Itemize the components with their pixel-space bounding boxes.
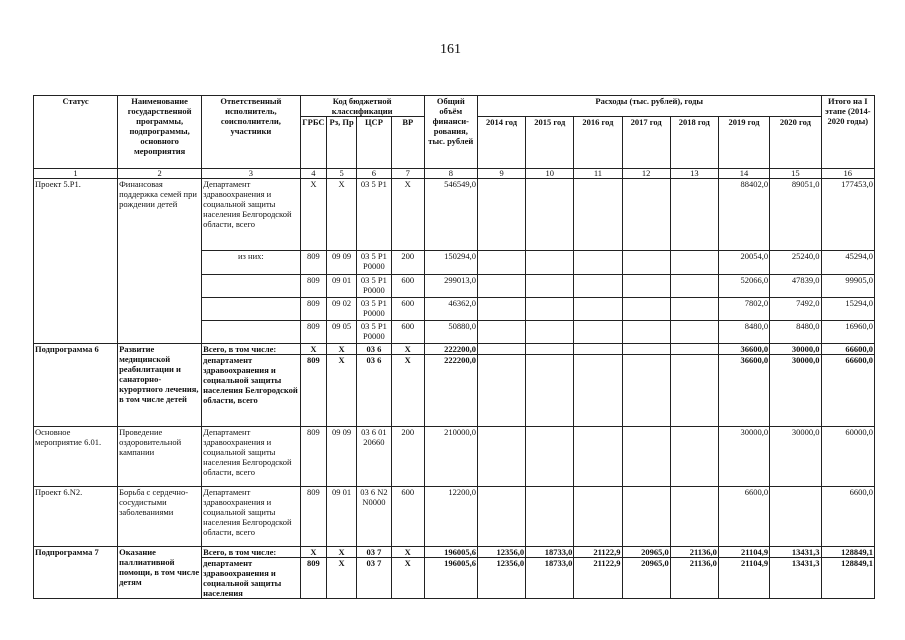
header-rzpr: Рз, Пр bbox=[327, 117, 357, 169]
column-number: 5 bbox=[327, 169, 357, 179]
cell-year-value bbox=[622, 427, 670, 487]
cell-responsible bbox=[202, 321, 300, 344]
cell-year-value: 7802,0 bbox=[718, 298, 769, 321]
cell-grbs: Х bbox=[300, 344, 327, 355]
header-year: 2016 год bbox=[574, 117, 622, 169]
header-year: 2014 год bbox=[477, 117, 525, 169]
cell-year-value: 12356,0 bbox=[477, 558, 525, 599]
cell-year-value bbox=[670, 344, 718, 355]
cell-status: Подпрограмма 7 bbox=[34, 547, 118, 599]
column-number: 6 bbox=[356, 169, 391, 179]
cell-responsible: Департамент здравоохранения и социальной защиты населения Белгородской области, всего bbox=[202, 179, 300, 251]
column-number: 14 bbox=[718, 169, 769, 179]
cell-responsible: департамент здравоохранения и социальной защиты населения bbox=[202, 558, 300, 599]
header-itogo: Итого на I этапе (2014-2020 годы) bbox=[821, 96, 874, 169]
column-number-row bbox=[34, 169, 875, 179]
cell-year-value bbox=[526, 321, 574, 344]
cell-vr: 600 bbox=[391, 298, 424, 321]
cell-year-value: 36600,0 bbox=[718, 355, 769, 427]
header-year: 2018 год bbox=[670, 117, 718, 169]
cell-year-value: 30000,0 bbox=[770, 427, 821, 487]
cell-status: Проект 6.N2. bbox=[34, 487, 118, 547]
cell-total: 222200,0 bbox=[424, 344, 477, 355]
cell-csr: 03 5 Р1 Р0000 bbox=[356, 251, 391, 275]
cell-year-value: 88402,0 bbox=[718, 179, 769, 251]
cell-total: 299013,0 bbox=[424, 275, 477, 298]
cell-total: 196005,6 bbox=[424, 547, 477, 558]
cell-responsible bbox=[202, 275, 300, 298]
cell-itogo: 177453,0 bbox=[821, 179, 874, 251]
column-number: 4 bbox=[300, 169, 327, 179]
cell-responsible bbox=[202, 298, 300, 321]
cell-vr: 200 bbox=[391, 251, 424, 275]
cell-year-value: 20054,0 bbox=[718, 251, 769, 275]
cell-year-value bbox=[477, 251, 525, 275]
cell-year-value: 20965,0 bbox=[622, 558, 670, 599]
cell-itogo: 15294,0 bbox=[821, 298, 874, 321]
cell-year-value: 36600,0 bbox=[718, 344, 769, 355]
cell-year-value bbox=[574, 321, 622, 344]
column-number: 7 bbox=[391, 169, 424, 179]
cell-year-value bbox=[670, 355, 718, 427]
cell-year-value bbox=[477, 179, 525, 251]
cell-year-value bbox=[622, 275, 670, 298]
cell-total: 546549,0 bbox=[424, 179, 477, 251]
cell-year-value: 21104,9 bbox=[718, 558, 769, 599]
column-number: 8 bbox=[424, 169, 477, 179]
cell-year-value bbox=[770, 487, 821, 547]
cell-responsible: Всего, в том числе: bbox=[202, 344, 300, 355]
cell-rzpr: 09 02 bbox=[327, 298, 357, 321]
cell-year-value: 30000,0 bbox=[718, 427, 769, 487]
cell-total: 50880,0 bbox=[424, 321, 477, 344]
header-grbs: ГРБС bbox=[300, 117, 327, 169]
cell-year-value: 7492,0 bbox=[770, 298, 821, 321]
cell-name: Развитие медицинской реабилитации и санаторно-курортного лечения, в том числе детей bbox=[118, 344, 202, 427]
cell-year-value bbox=[670, 487, 718, 547]
cell-csr: 03 5 Р1 Р0000 bbox=[356, 321, 391, 344]
cell-year-value: 30000,0 bbox=[770, 344, 821, 355]
cell-year-value: 21104,9 bbox=[718, 547, 769, 558]
cell-year-value: 8480,0 bbox=[718, 321, 769, 344]
cell-rzpr: 09 05 bbox=[327, 321, 357, 344]
cell-vr: Х bbox=[391, 355, 424, 427]
cell-year-value bbox=[526, 251, 574, 275]
cell-csr: 03 7 bbox=[356, 558, 391, 599]
cell-year-value bbox=[574, 298, 622, 321]
cell-grbs: 809 bbox=[300, 275, 327, 298]
header-year: 2019 год bbox=[718, 117, 769, 169]
column-number: 9 bbox=[477, 169, 525, 179]
column-number: 12 bbox=[622, 169, 670, 179]
cell-name: Проведение оздоровительной кампании bbox=[118, 427, 202, 487]
cell-year-value bbox=[574, 355, 622, 427]
cell-rzpr: 09 01 bbox=[327, 487, 357, 547]
header-year: 2017 год bbox=[622, 117, 670, 169]
cell-vr: Х bbox=[391, 547, 424, 558]
cell-year-value: 21136,0 bbox=[670, 558, 718, 599]
cell-year-value: 52066,0 bbox=[718, 275, 769, 298]
cell-year-value: 12356,0 bbox=[477, 547, 525, 558]
cell-vr: Х bbox=[391, 558, 424, 599]
cell-year-value: 18733,0 bbox=[526, 558, 574, 599]
cell-total: 210000,0 bbox=[424, 427, 477, 487]
cell-total: 12200,0 bbox=[424, 487, 477, 547]
budget-table bbox=[33, 95, 875, 599]
cell-year-value: 21136,0 bbox=[670, 547, 718, 558]
cell-vr: Х bbox=[391, 344, 424, 355]
cell-year-value bbox=[670, 275, 718, 298]
cell-rzpr: Х bbox=[327, 355, 357, 427]
cell-year-value bbox=[622, 321, 670, 344]
cell-vr: 600 bbox=[391, 275, 424, 298]
cell-itogo: 16960,0 bbox=[821, 321, 874, 344]
cell-year-value bbox=[477, 298, 525, 321]
cell-csr: 03 6 N2 N0000 bbox=[356, 487, 391, 547]
cell-year-value bbox=[670, 251, 718, 275]
cell-year-value: 47839,0 bbox=[770, 275, 821, 298]
table-row bbox=[34, 547, 875, 558]
cell-csr: 03 5 Р1 Р0000 bbox=[356, 298, 391, 321]
cell-itogo: 45294,0 bbox=[821, 251, 874, 275]
cell-year-value: 25240,0 bbox=[770, 251, 821, 275]
column-number: 10 bbox=[526, 169, 574, 179]
cell-itogo: 66600,0 bbox=[821, 344, 874, 355]
cell-year-value bbox=[526, 355, 574, 427]
cell-grbs: 809 bbox=[300, 298, 327, 321]
cell-rzpr: Х bbox=[327, 558, 357, 599]
cell-year-value bbox=[622, 487, 670, 547]
cell-year-value bbox=[477, 487, 525, 547]
column-number: 16 bbox=[821, 169, 874, 179]
cell-year-value bbox=[622, 179, 670, 251]
cell-vr: 600 bbox=[391, 321, 424, 344]
table-row bbox=[34, 427, 875, 487]
header-responsible: Ответственный исполнитель, соисполнители, участники bbox=[202, 96, 300, 169]
cell-responsible: Всего, в том числе: bbox=[202, 547, 300, 558]
table-row bbox=[34, 179, 875, 251]
cell-year-value bbox=[574, 251, 622, 275]
cell-year-value bbox=[526, 344, 574, 355]
cell-year-value bbox=[477, 427, 525, 487]
cell-year-value bbox=[622, 344, 670, 355]
cell-vr: 200 bbox=[391, 427, 424, 487]
cell-rzpr: Х bbox=[327, 344, 357, 355]
cell-year-value bbox=[622, 298, 670, 321]
cell-grbs: 809 bbox=[300, 355, 327, 427]
header-year: 2020 год bbox=[770, 117, 821, 169]
cell-responsible: из них: bbox=[202, 251, 300, 275]
cell-itogo: 6600,0 bbox=[821, 487, 874, 547]
table-row bbox=[34, 344, 875, 355]
cell-rzpr: 09 09 bbox=[327, 251, 357, 275]
cell-status: Подпрограмма 6 bbox=[34, 344, 118, 427]
cell-year-value: 13431,3 bbox=[770, 558, 821, 599]
cell-year-value bbox=[477, 355, 525, 427]
cell-responsible: Департамент здравоохранения и социальной защиты населения Белгородской области, всего bbox=[202, 427, 300, 487]
cell-name: Финансовая поддержка семей при рождении детей bbox=[118, 179, 202, 344]
cell-rzpr: 09 09 bbox=[327, 427, 357, 487]
cell-grbs: 809 bbox=[300, 558, 327, 599]
cell-year-value bbox=[622, 251, 670, 275]
cell-year-value: 8480,0 bbox=[770, 321, 821, 344]
cell-vr: 600 bbox=[391, 487, 424, 547]
cell-vr: Х bbox=[391, 179, 424, 251]
header-budget-code: Код бюджетной классификации bbox=[300, 96, 424, 117]
cell-csr: 03 6 bbox=[356, 355, 391, 427]
header-status: Статус bbox=[34, 96, 118, 169]
cell-year-value bbox=[477, 344, 525, 355]
header-expenses: Расходы (тыс. рублей), годы bbox=[477, 96, 821, 117]
cell-year-value: 18733,0 bbox=[526, 547, 574, 558]
cell-itogo: 66600,0 bbox=[821, 355, 874, 427]
header-total-volume: Общий объём финанси-рования, тыс. рублей bbox=[424, 96, 477, 169]
cell-year-value: 13431,3 bbox=[770, 547, 821, 558]
cell-rzpr: 09 01 bbox=[327, 275, 357, 298]
cell-year-value bbox=[526, 487, 574, 547]
cell-csr: 03 7 bbox=[356, 547, 391, 558]
cell-grbs: 809 bbox=[300, 321, 327, 344]
cell-year-value bbox=[622, 355, 670, 427]
cell-year-value bbox=[526, 275, 574, 298]
cell-year-value bbox=[670, 427, 718, 487]
cell-csr: 03 6 bbox=[356, 344, 391, 355]
cell-responsible: Департамент здравоохранения и социальной защиты населения Белгородской области, всего bbox=[202, 487, 300, 547]
header-year: 2015 год bbox=[526, 117, 574, 169]
column-number: 15 bbox=[770, 169, 821, 179]
cell-year-value: 30000,0 bbox=[770, 355, 821, 427]
table-row bbox=[34, 487, 875, 547]
cell-grbs: Х bbox=[300, 179, 327, 251]
cell-csr: 03 5 Р1 bbox=[356, 179, 391, 251]
cell-year-value bbox=[526, 298, 574, 321]
column-number: 13 bbox=[670, 169, 718, 179]
cell-year-value bbox=[574, 487, 622, 547]
cell-rzpr: Х bbox=[327, 179, 357, 251]
cell-year-value bbox=[526, 179, 574, 251]
cell-year-value: 21122,9 bbox=[574, 558, 622, 599]
cell-year-value bbox=[670, 179, 718, 251]
column-number: 3 bbox=[202, 169, 300, 179]
cell-rzpr: Х bbox=[327, 547, 357, 558]
cell-year-value bbox=[670, 321, 718, 344]
cell-itogo: 128849,1 bbox=[821, 558, 874, 599]
cell-total: 196005,6 bbox=[424, 558, 477, 599]
cell-year-value: 89051,0 bbox=[770, 179, 821, 251]
cell-year-value bbox=[574, 179, 622, 251]
cell-grbs: 809 bbox=[300, 251, 327, 275]
cell-year-value: 20965,0 bbox=[622, 547, 670, 558]
header-name: Наименование государственной программы, подпрограммы, основного мероприятия bbox=[118, 96, 202, 169]
cell-itogo: 128849,1 bbox=[821, 547, 874, 558]
cell-grbs: 809 bbox=[300, 427, 327, 487]
cell-year-value bbox=[574, 275, 622, 298]
cell-itogo: 99905,0 bbox=[821, 275, 874, 298]
cell-status: Основное мероприятие 6.01. bbox=[34, 427, 118, 487]
cell-year-value bbox=[526, 427, 574, 487]
cell-year-value bbox=[477, 275, 525, 298]
header-vr: ВР bbox=[391, 117, 424, 169]
cell-responsible: департамент здравоохранения и социальной защиты населения Белгородской области, всего bbox=[202, 355, 300, 427]
cell-grbs: Х bbox=[300, 547, 327, 558]
cell-status: Проект 5.Р1. bbox=[34, 179, 118, 344]
table-body bbox=[34, 179, 875, 599]
cell-name: Оказание паллиативной помощи, в том числе детям bbox=[118, 547, 202, 599]
header-csr: ЦСР bbox=[356, 117, 391, 169]
cell-grbs: 809 bbox=[300, 487, 327, 547]
cell-year-value: 21122,9 bbox=[574, 547, 622, 558]
cell-year-value: 6600,0 bbox=[718, 487, 769, 547]
cell-total: 46362,0 bbox=[424, 298, 477, 321]
cell-year-value bbox=[574, 427, 622, 487]
column-number: 2 bbox=[118, 169, 202, 179]
cell-year-value bbox=[574, 344, 622, 355]
cell-total: 222200,0 bbox=[424, 355, 477, 427]
cell-year-value bbox=[477, 321, 525, 344]
page-number: 161 bbox=[440, 42, 461, 57]
cell-itogo: 60000,0 bbox=[821, 427, 874, 487]
cell-name: Борьба с сердечно-сосудистыми заболеваниями bbox=[118, 487, 202, 547]
cell-total: 150294,0 bbox=[424, 251, 477, 275]
cell-year-value bbox=[670, 298, 718, 321]
column-number: 1 bbox=[34, 169, 118, 179]
column-number: 11 bbox=[574, 169, 622, 179]
cell-csr: 03 6 01 20660 bbox=[356, 427, 391, 487]
cell-csr: 03 5 Р1 Р0000 bbox=[356, 275, 391, 298]
